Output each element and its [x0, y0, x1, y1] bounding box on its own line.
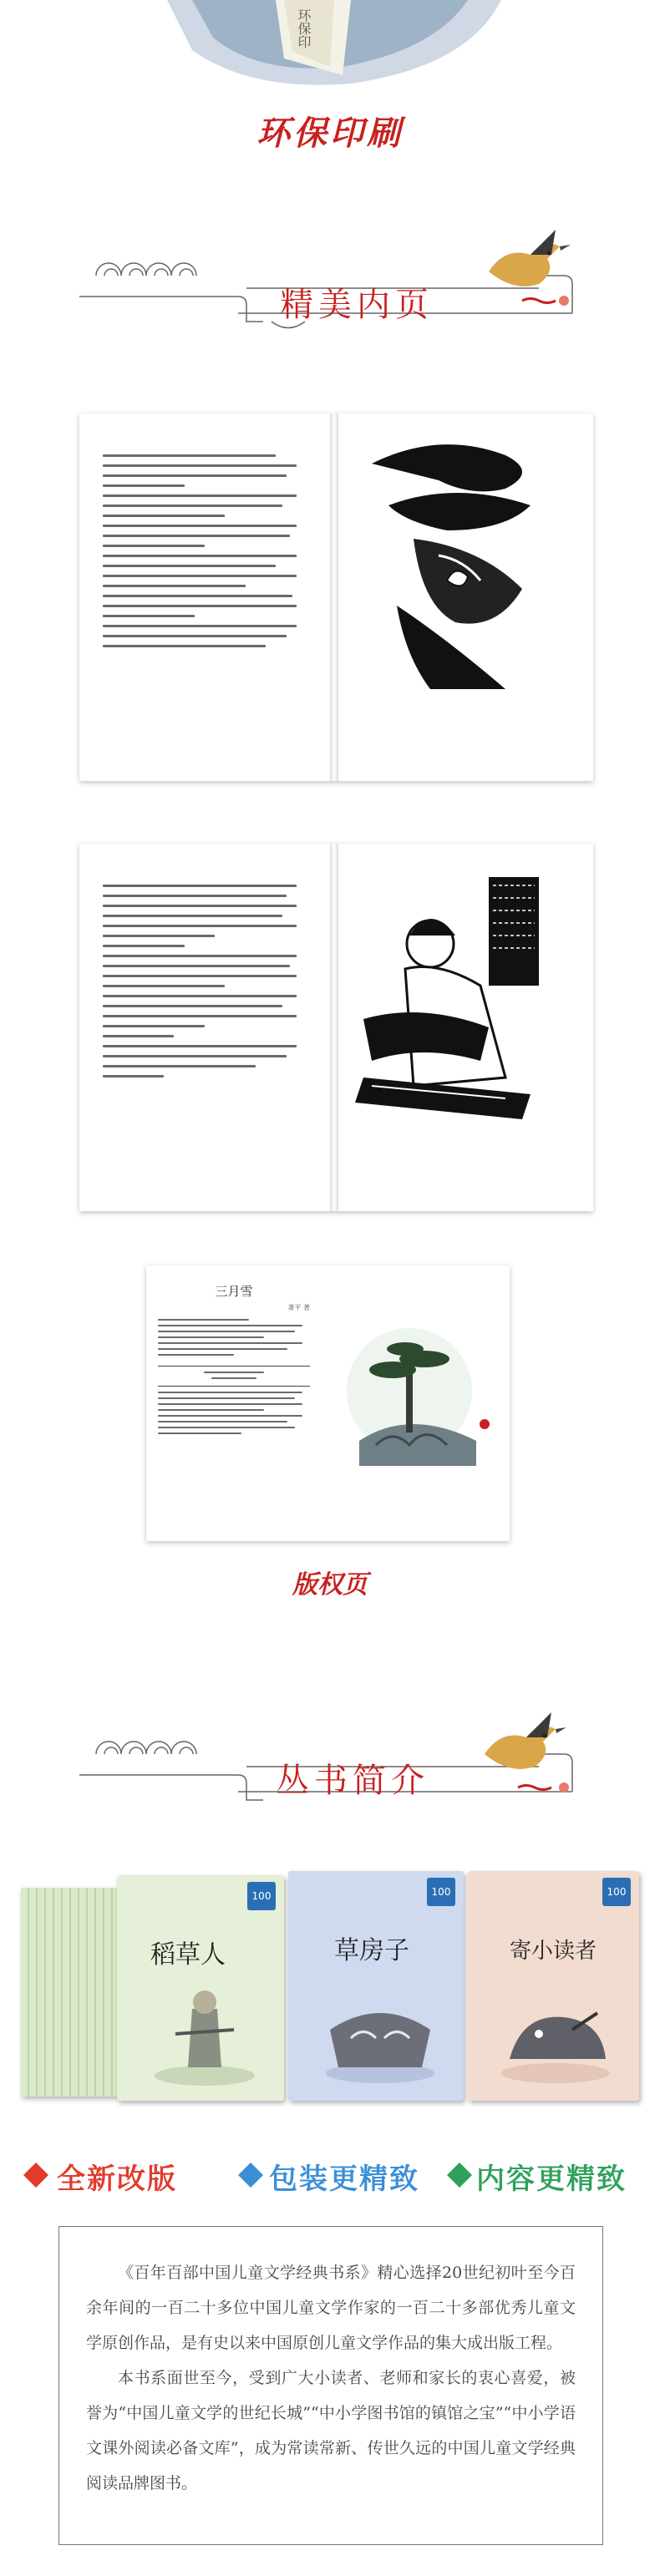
heading-series-label: 丛书简介 — [276, 1762, 429, 1800]
pine-tree-painting — [326, 1265, 510, 1541]
copyright-text-page — [146, 1265, 322, 1541]
inner-page-spread-2 — [79, 844, 593, 1211]
inner-page-spread-1 — [79, 413, 593, 781]
cover-illustration — [142, 1984, 267, 2092]
cover-title: 寄小读者 — [510, 1939, 597, 1964]
spread-1-illustration-page — [338, 413, 593, 781]
book-covers-row — [21, 1858, 639, 2109]
copyright-page-label: 版权页 — [292, 1570, 368, 1600]
cover-daocaoren — [117, 1875, 284, 2101]
diamond-icon — [23, 2163, 48, 2188]
feature-strip — [0, 2151, 660, 2201]
series-logo-icon: 100 — [427, 1878, 455, 1906]
top-book-label: 环保印 — [296, 8, 312, 48]
intro-box — [58, 2226, 603, 2545]
ink-illustration — [338, 844, 593, 1211]
diamond-icon — [238, 2163, 263, 2188]
intro-paragraph-2: 本书系面世至今，受到广大小读者、老师和家长的衷心喜爱，被誉为“中国儿童文学的世纪长城”“中小学图书馆的镇馆之宝”“中小学语文课外阅读必备文库”，成为常读常新、传世久远的中国儿童文学经典阅读品牌图书。 — [86, 2369, 576, 2492]
cover-jixiaoduzhe — [468, 1871, 639, 2101]
intro-paragraph-1: 《百年百部中国儿童文学经典书系》精心选择20世纪初叶至今百余年间的一百二十多位中国儿童文学作家的一百二十多部优秀儿童文学原创作品，是有史以来中国原创儿童文学作品的集大成出版工程。 — [86, 2264, 576, 2352]
heading-series — [0, 1671, 660, 1813]
cover-caofangzi — [288, 1871, 464, 2101]
heading-pages — [0, 205, 660, 347]
spread-1-text-page — [79, 413, 330, 781]
book-spines — [21, 1888, 117, 2097]
copyright-book-title: 三月雪 — [215, 1284, 253, 1299]
top-book-photo — [0, 0, 660, 100]
ink-illustration — [338, 413, 593, 781]
copyright-illustration-page — [326, 1265, 510, 1541]
bird-icon — [472, 221, 581, 313]
cover-title: 稻草人 — [150, 1940, 226, 1970]
series-logo-icon: 100 — [602, 1878, 631, 1906]
badge-eco-print: 环保印刷 — [256, 114, 404, 153]
bird-icon — [468, 1704, 585, 1804]
spread-2-illustration-page — [338, 844, 593, 1211]
intro-text — [59, 2227, 602, 2501]
diamond-icon — [447, 2163, 472, 2188]
feature-label-packaging: 包装更精致 — [269, 2163, 419, 2196]
spread-2-text-page — [79, 844, 330, 1211]
heading-pages-label: 精美内页 — [280, 286, 434, 324]
series-logo-icon: 100 — [247, 1882, 276, 1910]
copyright-author: 萧平 著 — [287, 1304, 310, 1311]
cover-illustration — [313, 1980, 447, 2088]
cover-illustration — [489, 1980, 622, 2088]
copyright-page-spread — [146, 1265, 510, 1541]
cover-title: 草房子 — [334, 1936, 409, 1965]
feature-label-new-edition: 全新改版 — [57, 2163, 177, 2196]
feature-label-content: 内容更精致 — [476, 2163, 627, 2196]
